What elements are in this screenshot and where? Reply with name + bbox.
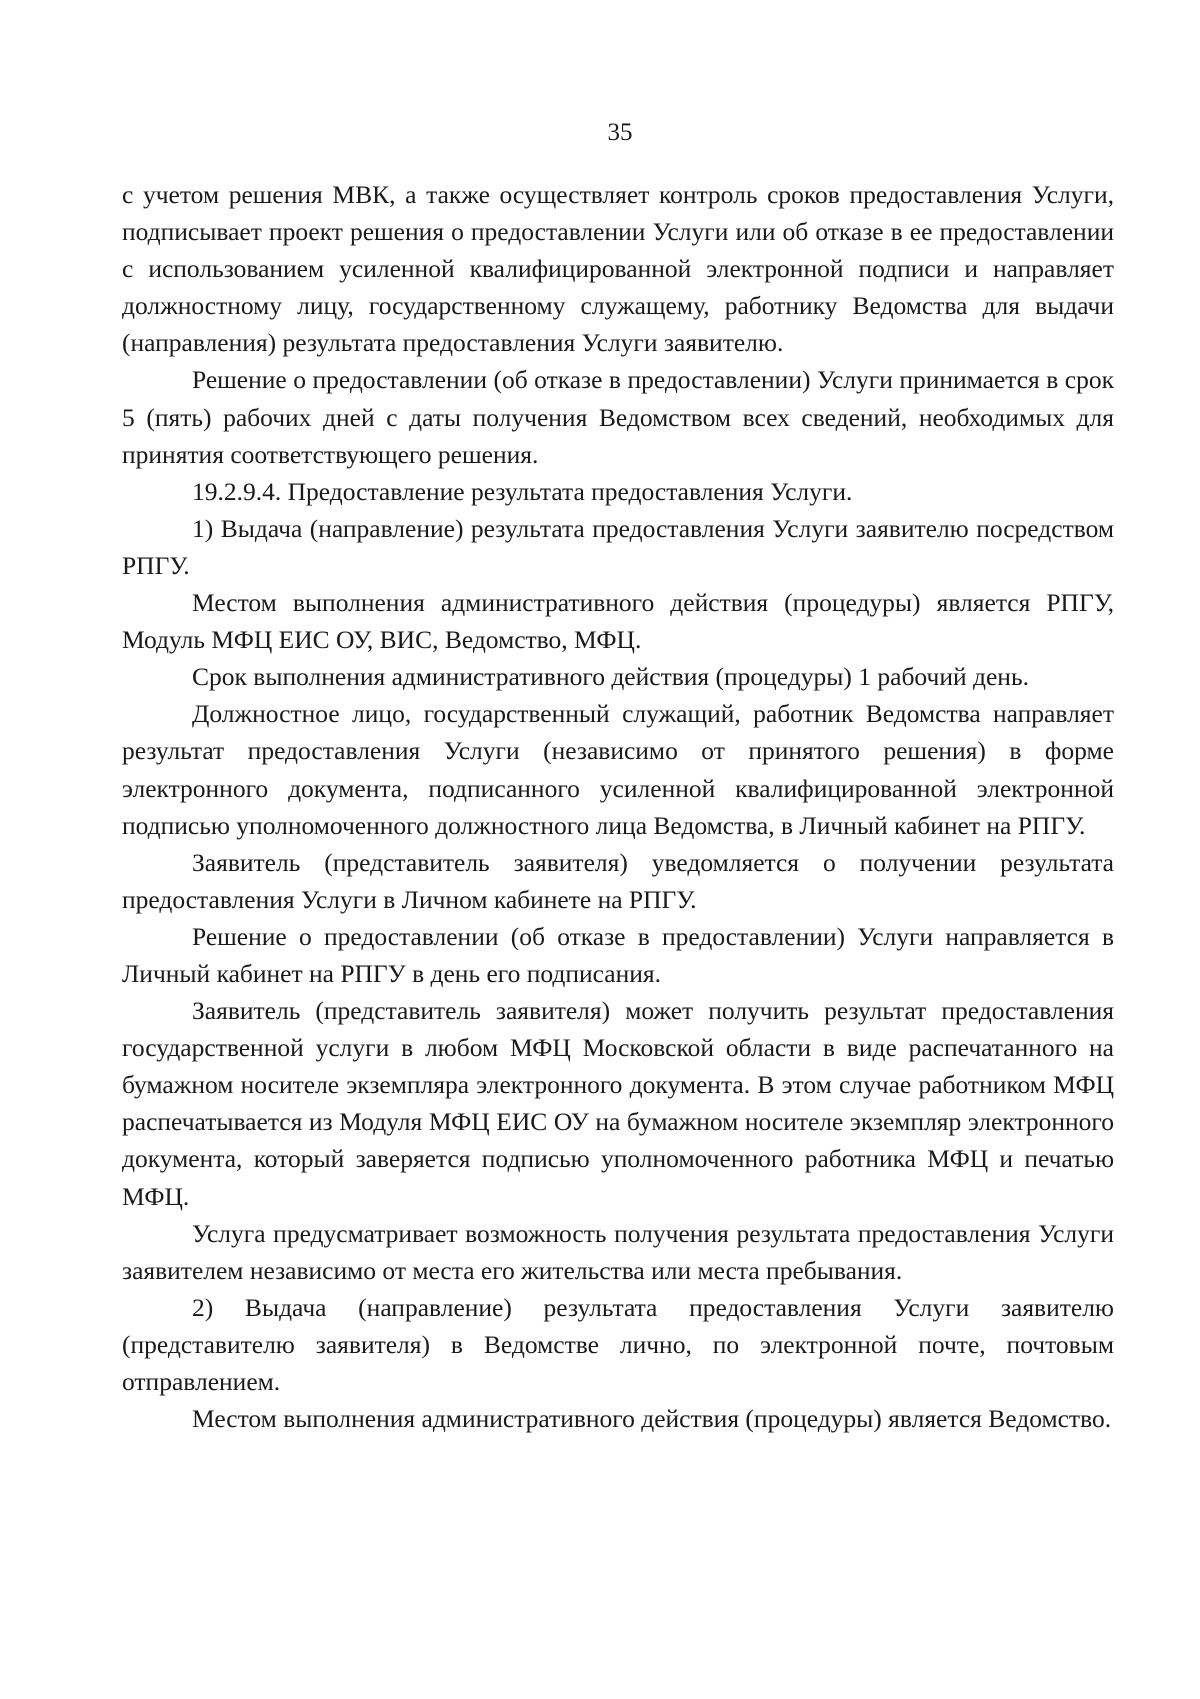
paragraph-applicant-notified: Заявитель (представитель заявителя) уведомляется о получении результата предоставления Услуги в Личном кабинете на РПГУ. — [122, 847, 1114, 914]
paragraph-place-of-execution-2: Местом выполнения административного действия (процедуры) является Ведомство. — [192, 1404, 1112, 1434]
paragraph-place-of-execution-1: Местом выполнения административного действия (процедуры) является РПГУ, Модуль МФЦ ЕИС ОУ, ВИС, Ведомство, МФЦ. — [122, 588, 1114, 655]
paragraph-decision-deadline: Решение о предоставлении (об отказе в предоставлении) Услуги принимается в срок 5 (пять) рабочих дней с даты получения Ведомством всех сведений, необходимых для принятия соответствующего решения. — [122, 365, 1114, 469]
section-heading-19-2-9-4: 19.2.9.4. Предоставление результата предоставления Услуги. — [192, 476, 853, 506]
paragraph-official-sends-result: Должностное лицо, государственный служащий, работник Ведомства направляет результат предоставления Услуги (независимо от принятого решения) в форме электронного документа, подписанного усиленной квалифицированной электронной подписью уполномоченного должностного лица Ведомства, в Личный кабинет на РПГУ. — [122, 699, 1114, 840]
paragraph-continuation: с учетом решения МВК, а также осуществляет контроль сроков предоставления Услуги, подписывает проект решения о предоставлении Услуги или об отказе в ее предоставлении с использованием усиленной квалифицированной электронной подписи и направляет должностному лицу, государственному служащему, работнику Ведомства для выдачи (направления) результата предоставления Услуги заявителю. — [122, 180, 1114, 358]
paragraph-decision-sent: Решение о предоставлении (об отказе в предоставлении) Услуги направляется в Личный кабинет на РПГУ в день его подписания. — [122, 921, 1114, 988]
document-body — [122, 176, 1114, 1437]
paragraph-item-2: 2) Выдача (направление) результата предоставления Услуги заявителю (представителю заявителя) в Ведомстве лично, по электронной почте, почтовым отправлением. — [122, 1292, 1114, 1396]
paragraph-location-independent: Услуга предусматривает возможность получения результата предоставления Услуги заявителем независимо от места его жительства или места пребывания. — [122, 1218, 1114, 1285]
paragraph-item-1: 1) Выдача (направление) результата предоставления Услуги заявителю посредством РПГУ. — [122, 513, 1114, 580]
paragraph-execution-term: Срок выполнения административного действия (процедуры) 1 рабочий день. — [192, 662, 1029, 692]
page-number: 35 — [607, 119, 633, 146]
paragraph-mfc-printout: Заявитель (представитель заявителя) может получить результат предоставления государственной услуги в любом МФЦ Московской области в виде распечатанного на бумажном носителе экземпляра электронного документа. В этом случае работником МФЦ распечатывается из Модуля МФЦ ЕИС ОУ на бумажном носителе экземпляр электронного документа, который заверяется подписью уполномоченного работника МФЦ и печатью МФЦ. — [122, 996, 1114, 1211]
